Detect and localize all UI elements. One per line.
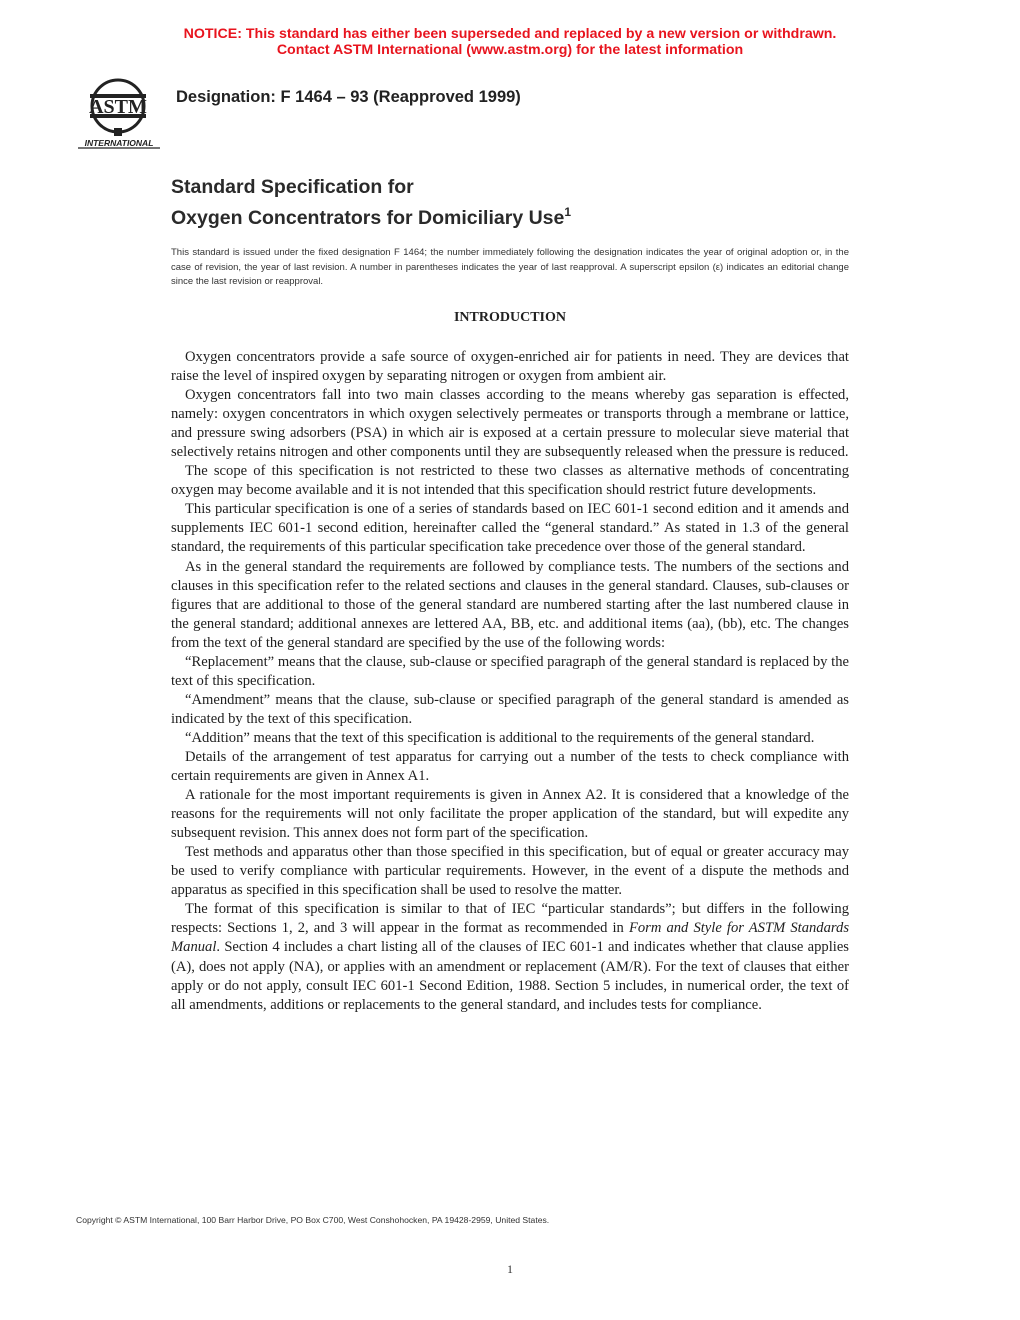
title-line-1: Standard Specification for — [171, 176, 414, 198]
paragraph: Oxygen concentrators fall into two main classes according to the means whereby gas separation is effected, namely: oxygen concentrators in which oxygen selectively permeates or transports through a membrane or lattice, and pressure swing adsorbers (PSA) in which air is exposed at a certain pressure to molecular sieve material that selectively retains nitrogen and other components until they are subsequently released when the pressure is reduced. — [171, 387, 849, 461]
document-title — [171, 175, 571, 231]
format-text-1: The format of this specification is similar to that of IEC “particular standards”; but differs in the following respects: Sections 1, 2, and 3 will appear in the format as recommended in — [171, 901, 849, 937]
paragraph: This particular specification is one of a series of standards based on IEC 601-1 second edition and it amends and supplements IEC 601-1 second edition, hereinafter called the “general standard.” As stated in 1.3 of the general standard, the requirements of this particular specification take precedence over those of the general standard. — [171, 501, 849, 556]
copyright-notice: Copyright © ASTM International, 100 Barr Harbor Drive, PO Box C700, West Conshohocken, PA 19428-2959, United States. — [76, 1215, 550, 1225]
form-and-style-manual-ref: Form and Style for ASTM Standards Manual — [171, 920, 849, 956]
format-text-2: . Section 4 includes a chart listing all of the clauses of IEC 601-1 and indicates whether that clause applies (A), does not apply (NA), or applies with an amendment or replacement (AM/R). For the text of clauses that either apply or do not apply, consult IEC 601-1 Second Edition, 1988. Section 5 includes, in numerical order, the text of all amendments, additions or replacements to the general standard, and includes tests for compliance. — [171, 939, 849, 1013]
paragraph: As in the general standard the requirements are followed by compliance tests. The numbers of the sections and clauses in this specification refer to the related sections and clauses in the general standard. Clauses, sub-clauses or figures that are additional to those of the general standard are numbered starting after the last numbered clause in the general standard; additional annexes are lettered AA, BB, etc. and additional items (aa), (bb), etc. The changes from the text of the general standard are specified by the use of the following words: — [171, 558, 849, 651]
paragraph: Oxygen concentrators provide a safe source of oxygen-enriched air for patients in need. They are devices that raise the level of inspired oxygen by separating nitrogen or oxygen from ambient air. — [171, 349, 849, 385]
paragraph: A rationale for the most important requirements is given in Annex A2. It is considered that a knowledge of the reasons for the requirements will not only facilitate the proper application of the standard, but will expedite any subsequent revision. This annex does not form part of the specification. — [171, 787, 849, 842]
astm-logo — [76, 72, 162, 152]
paragraph: Test methods and apparatus other than those specified in this specification, but of equal or greater accuracy may be used to verify compliance with particular requirements. However, in the event of a dispute the methods and apparatus as specified in this specification shall be used to resolve the matter. — [171, 844, 849, 899]
logo-letters: ASTM — [89, 96, 147, 118]
title-footnote-mark: 1 — [564, 205, 572, 219]
introduction-heading: INTRODUCTION — [453, 310, 566, 325]
paragraph: “Amendment” means that the clause, sub-clause or specified paragraph of the general standard is amended as indicated by the text of this specification. — [171, 691, 849, 727]
paragraph: The scope of this specification is not restricted to these two classes as alternative methods of concentrating oxygen may become available and it is not intended that this specification should restrict future developments. — [171, 463, 849, 499]
paragraph: “Addition” means that the text of this specification is additional to the requirements of the general standard. — [185, 729, 815, 746]
supersession-notice — [0, 26, 1020, 58]
title-line-2 — [171, 200, 571, 231]
paragraph-format — [171, 900, 849, 1014]
introduction-body — [171, 348, 849, 1015]
page-number: 1 — [507, 1262, 513, 1276]
logo-subtitle: INTERNATIONAL — [84, 138, 154, 148]
issued-note: This standard is issued under the fixed designation F 1464; the number immediately following the designation indicates the year of original adoption or, in the case of revision, the year of last revision. A number in parentheses indicates the year of last reapproval. A superscript epsilon (ε) indicates an editorial change since the last revision or reapproval. — [171, 247, 849, 287]
notice-line-2: Contact ASTM International (www.astm.org) for the latest information — [276, 42, 744, 58]
title-line-2-text: Oxygen Concentrators for Domiciliary Use — [171, 207, 565, 229]
paragraph: “Replacement” means that the clause, sub-clause or specified paragraph of the general standard is replaced by the text of this specification. — [171, 653, 849, 689]
notice-line-1: NOTICE: This standard has either been superseded and replaced by a new version or withdrawn. — [183, 26, 837, 42]
designation: Designation: F 1464 – 93 (Reapproved 1999) — [176, 88, 521, 106]
paragraph: Details of the arrangement of test apparatus for carrying out a number of the tests to check compliance with certain requirements are given in Annex A1. — [171, 748, 849, 785]
